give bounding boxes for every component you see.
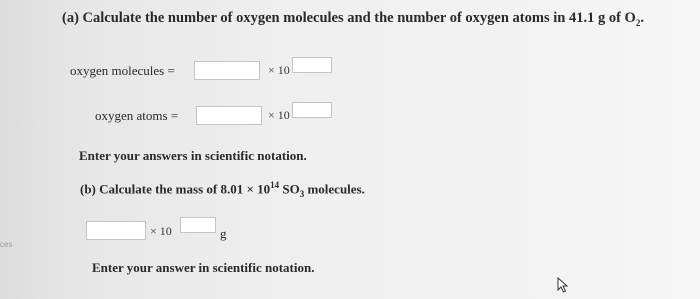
part-b-question xyxy=(80,180,365,199)
oxygen-atoms-exponent-input[interactable] xyxy=(292,102,332,118)
mass-coefficient-input[interactable] xyxy=(86,221,146,240)
oxygen-molecules-exponent-input[interactable] xyxy=(292,57,332,73)
mass-exponent-input[interactable] xyxy=(180,217,216,233)
part-b-question-text: (b) Calculate the mass of 8.01 × 10 xyxy=(80,181,271,197)
part-b-instruction: Enter your answer in scientific notation. xyxy=(92,260,315,275)
oxygen-atoms-label: oxygen atoms = xyxy=(95,108,179,123)
mouse-pointer-icon xyxy=(557,277,569,293)
part-a-question-text: (a) Calculate the number of oxygen molecules and the number of oxygen atoms in 41.1 g of O xyxy=(62,10,636,26)
oxygen-molecules-times-ten: × 10 xyxy=(268,63,290,77)
part-b-formula: SO xyxy=(279,181,300,197)
oxygen-atoms-coefficient-input[interactable] xyxy=(196,106,262,125)
mass-unit-label: g xyxy=(220,226,227,241)
left-edge-text: ces xyxy=(0,240,13,249)
part-a-formula-subscript: 2 xyxy=(635,17,641,28)
part-b-formula-subscript: 3 xyxy=(299,188,305,199)
part-a-instruction: Enter your answers in scientific notation. xyxy=(79,148,307,163)
part-b-question-end: molecules. xyxy=(304,181,365,197)
oxygen-atoms-times-ten: × 10 xyxy=(268,108,290,122)
part-a-question-end: . xyxy=(640,10,644,26)
part-a-question xyxy=(62,10,644,28)
mass-times-ten: × 10 xyxy=(150,224,172,238)
oxygen-molecules-label: oxygen molecules = xyxy=(70,63,175,78)
oxygen-molecules-coefficient-input[interactable] xyxy=(194,61,260,80)
part-b-exponent: 14 xyxy=(270,180,280,190)
